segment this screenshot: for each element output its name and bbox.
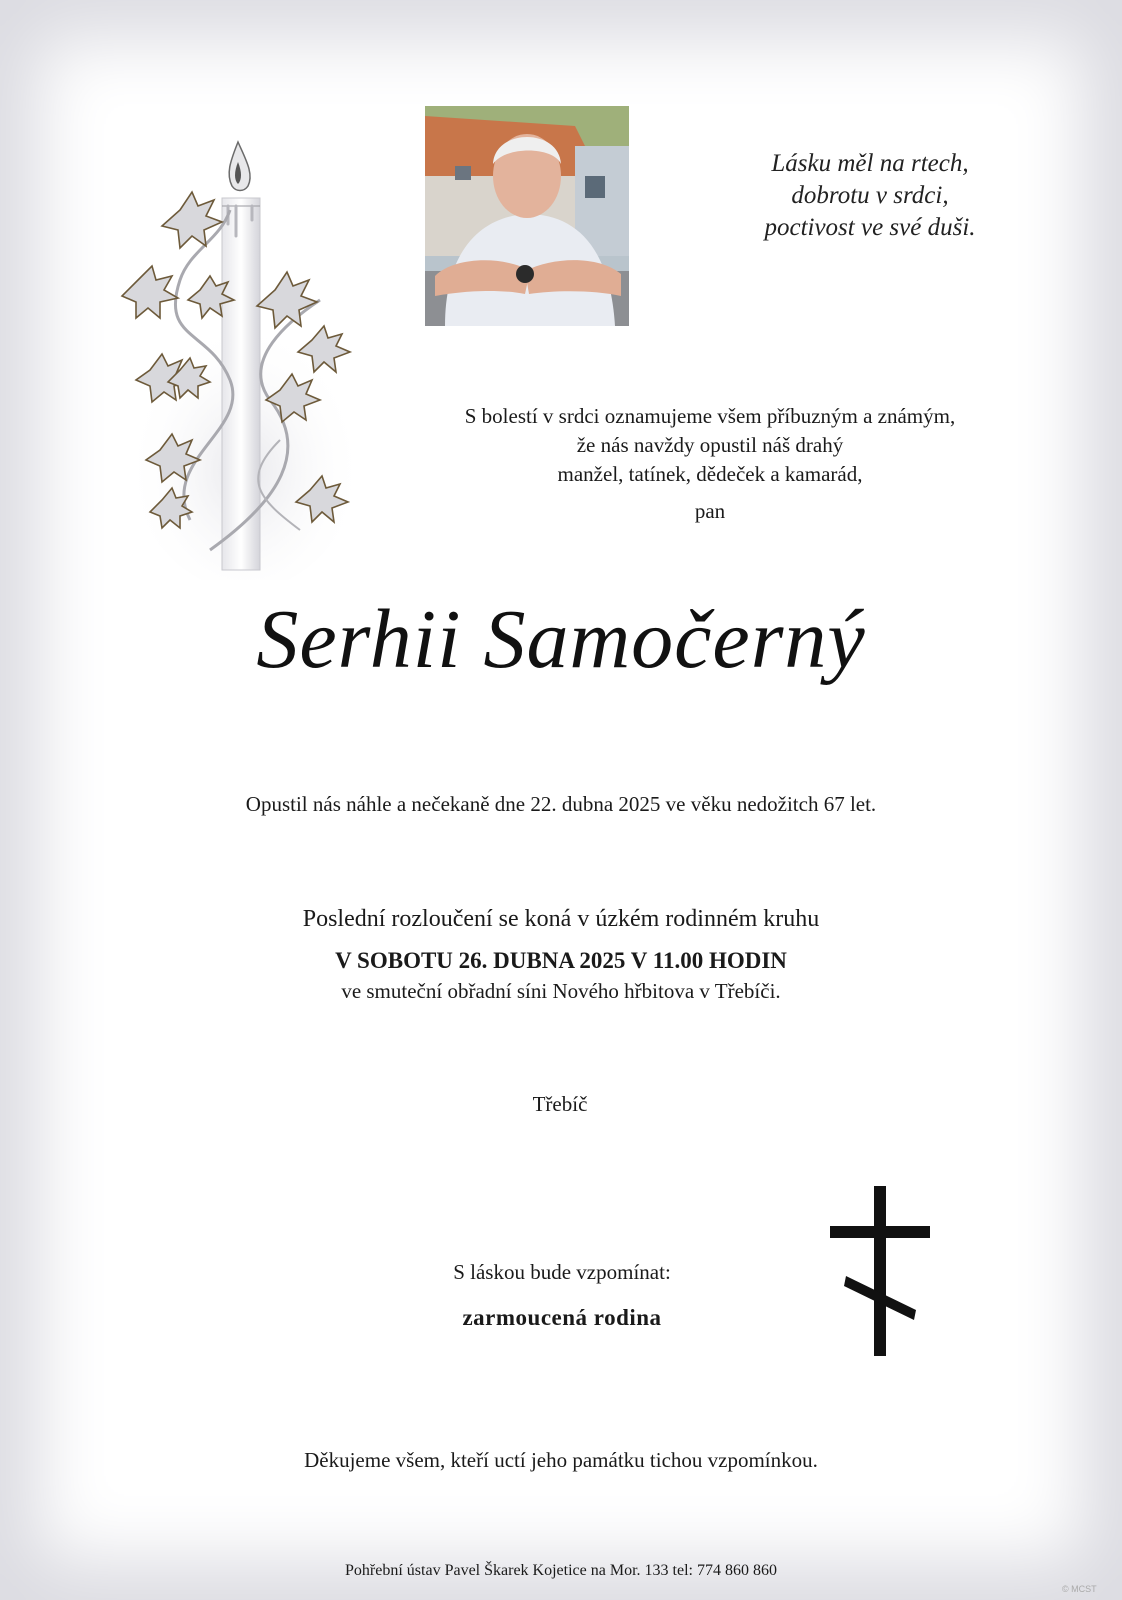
remembrance-signature: zarmoucená rodina	[462, 1305, 662, 1330]
funeral-home-footer: Pohřební ústav Pavel Škarek Kojetice na Mor. 133 tel: 774 860 860	[345, 1562, 777, 1579]
copyright-mark: © MCST	[1062, 1584, 1097, 1594]
ceremony-place: ve smuteční obřadní síni Nového hřbitova v Třebíči.	[341, 979, 781, 1003]
candle-with-ivy-icon	[120, 140, 370, 580]
ceremony-date-time: V SOBOTU 26. DUBNA 2025 V 11.00 HODIN	[335, 948, 787, 973]
announcement-line: S bolestí v srdci oznamujeme všem příbuzným a známým,	[464, 404, 956, 428]
death-notice: Opustil nás náhle a nečekaně dne 22. dubna 2025 ve věku nedožitch 67 let.	[245, 792, 877, 816]
ceremony-intro: Poslední rozloučení se koná v úzkém rodinném kruhu	[302, 906, 820, 932]
motto-line: poctivost ve své duši.	[764, 214, 976, 241]
motto-line: dobrotu v srdci,	[791, 182, 949, 209]
remembrance-label: S láskou bude vzpomínat:	[453, 1260, 671, 1284]
portrait-photo	[425, 106, 629, 326]
deceased-name: Serhii Samočerný	[256, 593, 866, 686]
announcement	[360, 402, 1060, 526]
motto-line: Lásku měl na rtech,	[771, 150, 969, 177]
city: Třebíč	[532, 1092, 588, 1116]
thanks-note: Děkujeme všem, kteří uctí jeho památku tichou vzpomínkou.	[304, 1448, 818, 1472]
orthodox-cross-icon	[830, 1186, 930, 1356]
announcement-line: že nás navždy opustil náš drahý	[576, 433, 844, 457]
announcement-line: manžel, tatínek, dědeček a kamarád,	[557, 462, 863, 486]
motto	[720, 148, 1020, 244]
portrait-photo-illustration	[425, 106, 629, 326]
honorific: pan	[694, 499, 726, 523]
